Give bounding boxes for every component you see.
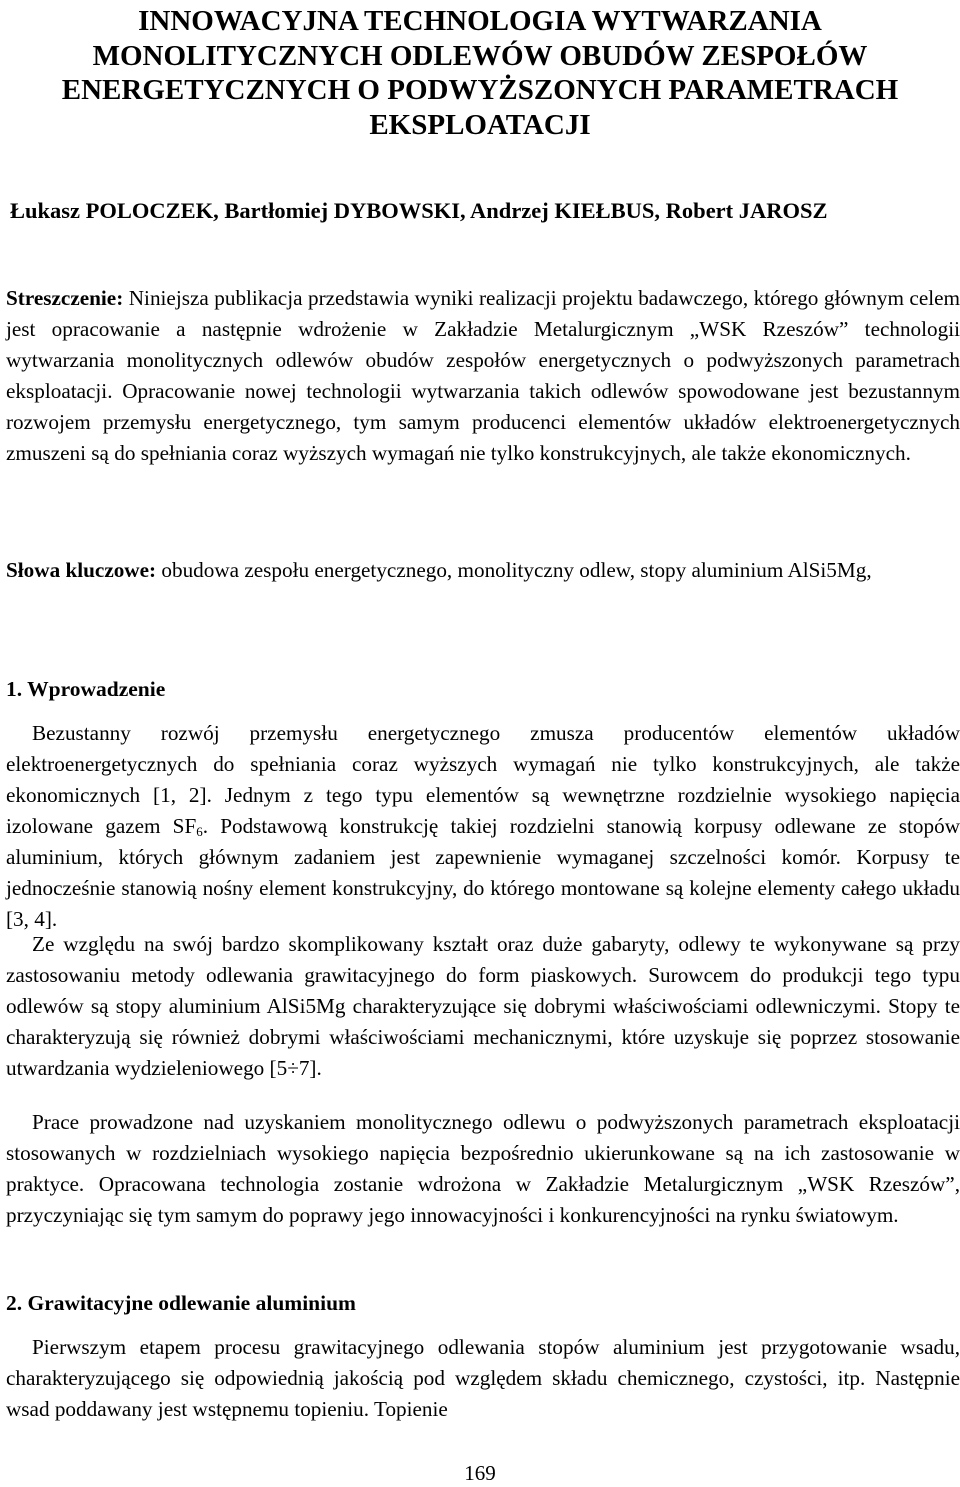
keywords	[6, 555, 960, 586]
title-line-3: ENERGETYCZNYCH O PODWYŻSZONYCH PARAMETRACH	[61, 74, 899, 106]
authors: Łukasz POLOCZEK, Bartłomiej DYBOWSKI, Andrzej KIEŁBUS, Robert JAROSZ	[10, 198, 828, 223]
page-number: 169	[464, 1461, 496, 1485]
paper-title	[0, 4, 960, 142]
title-line-4: EKSPLOATACJI	[369, 108, 591, 141]
section-2-heading: 2. Grawitacyjne odlewanie aluminium	[6, 1291, 356, 1315]
section-1-paragraph-3: Prace prowadzone nad uzyskaniem monolitycznego odlewu o podwyższonych parametrach eksploatacji stosowanych w rozdzielniach wysokiego napięcia bezpośrednio ukierunkowane są na ich zastosowanie w praktyce. Opracowana technologia zostanie wdrożona w Zakładzie Metalurgicznym „WSK Rzeszów”, przyczyniając się tym samym do poprawy jego innowacyjności i konkurencyjności na rynku światowym.	[6, 1110, 960, 1227]
abstract-label: Streszczenie:	[6, 286, 124, 310]
title-line-1: INNOWACYJNA TECHNOLOGIA WYTWARZANIA	[138, 5, 822, 37]
keywords-text: obudowa zespołu energetycznego, monolityczny odlew, stopy aluminium AlSi5Mg,	[156, 558, 872, 582]
section-1-paragraph-2: Ze względu na swój bardzo skomplikowany kształt oraz duże gabaryty, odlewy te wykonywane są przy zastosowaniu metody odlewania grawitacyjnego do form piaskowych. Surowcem do produkcji tego typu odlewów są stopy aluminium AlSi5Mg charakteryzujące się dobrymi właściwościami odlewniczymi. Stopy te charakteryzują się również dobrymi właściwościami mechanicznymi, które uzyskuje się poprzez stosowanie utwardzania wydzieleniowego [5÷7].	[6, 932, 960, 1080]
title-line-2: MONOLITYCZNYCH ODLEWÓW OBUDÓW ZESPOŁÓW	[92, 39, 868, 72]
abstract	[6, 283, 960, 469]
section-1-paragraph-1: Bezustanny rozwój przemysłu energetycznego zmusza producentów elementów układów elektroenergetycznych do spełniania coraz wyższych wymagań nie tylko konstrukcyjnych, ale także ekonomicznych [1, 2]. Jednym z tego typu elementów są wewnętrzne rozdzielnie wysokiego napięcia izolowane gazem $SF_6$. Podstawową konstrukcję takiej rozdzielni stanowią korpusy odlewane ze stopów aluminium, których głównym zadaniem jest zapewnienie wymaganej szczelności komór. Korpusy te jednocześnie stanowią nośny element konstrukcyjny, do którego montowane są kolejne elementy całego układu [3, 4].	[6, 721, 960, 931]
subscript-6: 6	[196, 824, 203, 839]
keywords-label: Słowa kluczowe:	[6, 558, 157, 582]
abstract-text: Niniejsza publikacja przedstawia wyniki realizacji projektu badawczego, którego głównym celem jest opracowanie a następnie wdrożenie w Zakładzie Metalurgicznym „WSK Rzeszów” technologii wytwarzania monolitycznych odlewów obudów zespołów energetycznych o podwyższonych parametrach eksploatacji. Opracowanie nowej technologii wytwarzania takich odlewów spowodowane jest bezustannym rozwojem przemysłu energetycznego, tym samym producenci elementów układów elektroenergetycznych zmuszeni są do spełniania coraz wyższych wymagań nie tylko konstrukcyjnych, ale także ekonomicznych.	[6, 286, 960, 465]
section-2-paragraph-1: Pierwszym etapem procesu grawitacyjnego odlewania stopów aluminium jest przygotowanie wsadu, charakteryzującego się odpowiednią jakością pod względem składu chemicznego, czystości, itp. Następnie wsad poddawany jest wstępnemu topieniu. Topienie	[6, 1335, 960, 1421]
section-1-heading: 1. Wprowadzenie	[6, 677, 166, 701]
